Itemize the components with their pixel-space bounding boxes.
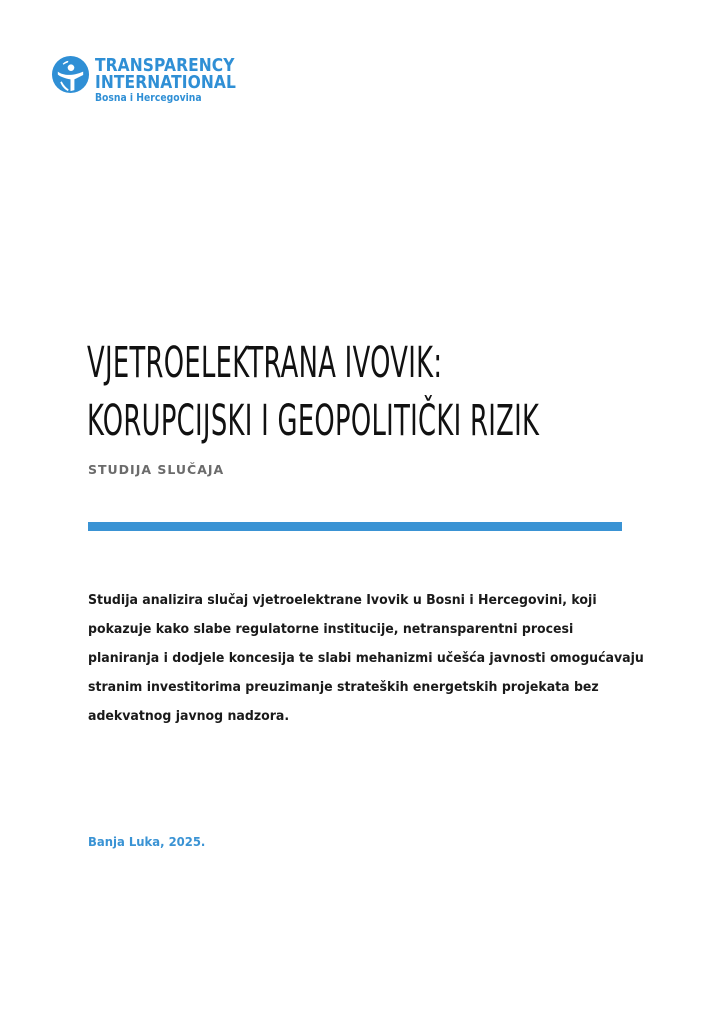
abstract-line: adekvatnog javnog nadzora. (88, 709, 290, 725)
logo-wordmark (95, 57, 259, 104)
place-and-date: Banja Luka, 2025. (88, 834, 206, 849)
document-title-line-2: KORUPCIJSKI I GEOPOLITIČKI RIZIK (87, 396, 540, 446)
accent-divider (88, 522, 622, 531)
document-title-line-1: VJETROELEKTRANA IVOVIK: (87, 338, 443, 388)
logo-text-chapter: Bosna i Hercegovina (95, 92, 202, 104)
abstract-paragraph (88, 586, 648, 731)
logo-text-transparency: TRANSPARENCY (95, 55, 235, 76)
document-subtitle: STUDIJA SLUČAJA (88, 462, 225, 477)
transparency-international-globe-icon (51, 55, 90, 94)
abstract-line: planiranja i dodjele koncesija te slabi mehanizmi učešća javnosti omogućavaju (88, 651, 644, 667)
abstract-line: pokazuje kako slabe regulatorne institucije, netransparentni procesi (88, 622, 574, 638)
abstract-line: Studija analizira slučaj vjetroelektrane Ivovik u Bosni i Hercegovini, koji (88, 593, 597, 608)
organization-logo (51, 55, 251, 107)
logo-text-international: INTERNATIONAL (95, 72, 236, 93)
document-title (87, 334, 539, 450)
abstract-line: stranim investitorima preuzimanje strateških energetskih projekata bez (88, 680, 599, 696)
